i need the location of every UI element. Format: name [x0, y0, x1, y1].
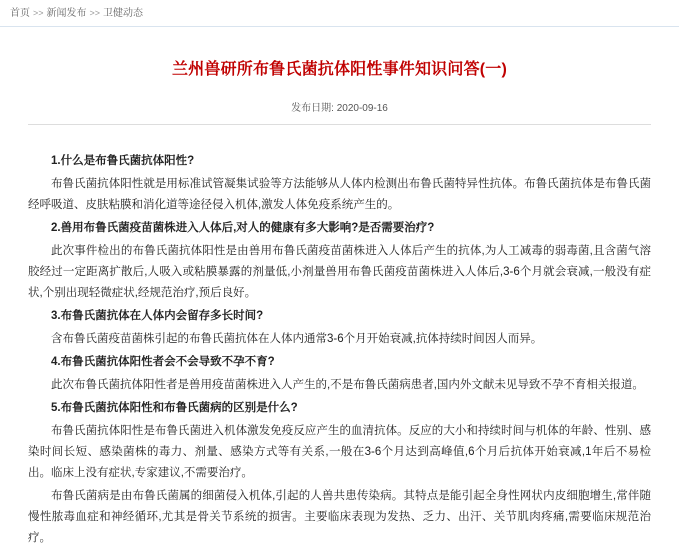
page-title: 兰州兽研所布鲁氏菌抗体阳性事件知识问答(一) [171, 61, 508, 78]
breadcrumb-separator-1: >> [33, 8, 44, 18]
publish-date-value: 2020-09-16 [336, 103, 388, 114]
answer-3: 含布鲁氏菌疫苗菌株引起的布鲁氏菌抗体在人体内通常3-6个月开始衰减,抗体持续时间因人而异。 [51, 333, 543, 345]
breadcrumb [0, 0, 679, 26]
answer-5-part-2: 布鲁氏菌病是由布鲁氏菌属的细菌侵入机体,引起的人兽共患传染病。其特点是能引起全身性网状内皮细胞增生,常伴随慢性脓毒血症和神经循环,尤其是骨关节系统的损害。主要临床表现为发热、乏力、出汗、关节肌肉疼痛,需要临床规范治疗。 [28, 490, 651, 544]
breadcrumb-divider [0, 26, 679, 27]
breadcrumb-item-home[interactable]: 首页 [10, 8, 30, 19]
answer-2: 此次事件检出的布鲁氏菌抗体阳性是由兽用布鲁氏菌疫苗菌株进入人体后产生的抗体,为人工减毒的弱毒菌,且含菌气溶胶经过一定距离扩散后,人吸入或粘膜暴露的剂量低,小剂量兽用布鲁氏菌疫苗菌株进入人体后,3-6个月就会衰减,一般没有症状,个别出现轻微症状,经规范治疗,预后良好。 [28, 245, 651, 299]
breadcrumb-item-news[interactable]: 新闻发布 [46, 8, 87, 19]
question-3: 3.布鲁氏菌抗体在人体内会留存多长时间? [51, 310, 264, 322]
title-divider [28, 124, 651, 125]
breadcrumb-item-health-news[interactable]: 卫健动态 [103, 8, 144, 19]
question-4: 4.布鲁氏菌抗体阳性者会不会导致不孕不育? [51, 356, 275, 368]
answer-1: 布鲁氏菌抗体阳性就是用标准试管凝集试验等方法能够从人体内检测出布鲁氏菌特异性抗体。布鲁氏菌抗体是布鲁氏菌经呼吸道、皮肤粘膜和消化道等途径侵入机体,激发人体免疫系统产生的。 [28, 178, 651, 211]
answer-5-part-1: 布鲁氏菌抗体阳性是布鲁氏菌进入机体激发免疫反应产生的血清抗体。反应的大小和持续时间与机体的年龄、性别、感染时间长短、感染菌株的毒力、剂量、感染方式等有关系,一般在3-6个月达到高峰值,6个月后抗体开始衰减,1年后不易检出。临床上没有症状,专家建议,不需要治疗。 [28, 425, 651, 479]
article-body [28, 151, 651, 549]
question-2: 2.兽用布鲁氏菌疫苗菌株进入人体后,对人的健康有多大影响?是否需要治疗? [51, 222, 435, 234]
publish-date [28, 99, 651, 114]
question-5: 5.布鲁氏菌抗体阳性和布鲁氏菌病的区别是什么? [51, 402, 298, 414]
publish-date-label: 发布日期: [291, 103, 334, 114]
breadcrumb-separator-2: >> [89, 8, 101, 18]
question-1: 1.什么是布鲁氏菌抗体阳性? [51, 155, 195, 167]
answer-4: 此次布鲁氏菌抗体阳性者是兽用疫苗菌株进入人产生的,不是布鲁氏菌病患者,国内外文献未见导致不孕不育相关报道。 [51, 379, 644, 391]
article-container [0, 59, 679, 549]
